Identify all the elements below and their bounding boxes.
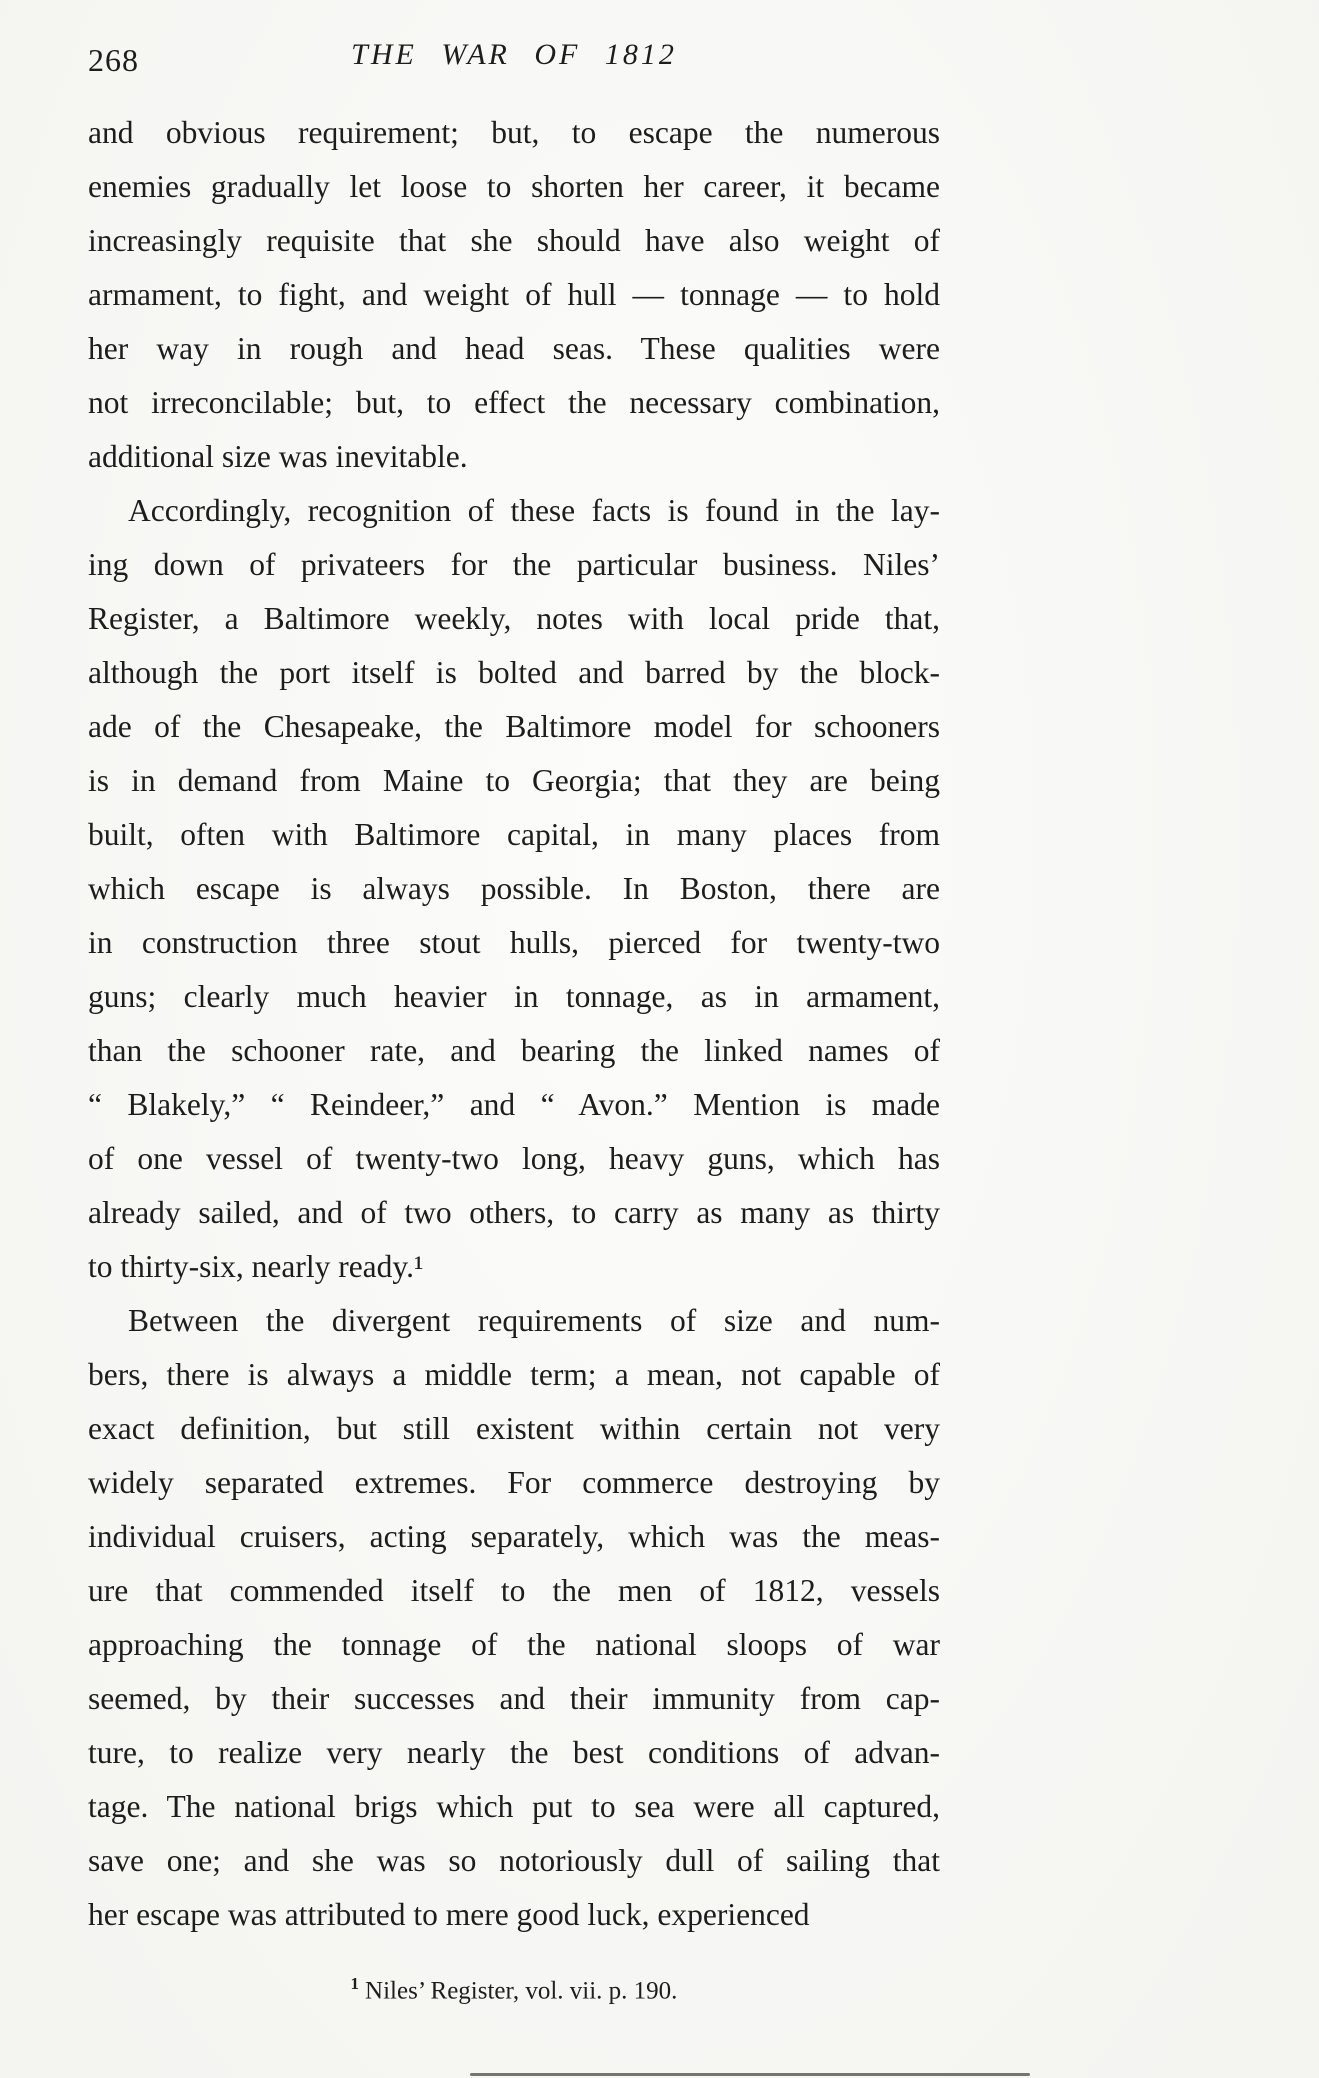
text-line: Between the divergent requirements of size and num- xyxy=(128,1303,940,1338)
paragraph xyxy=(88,484,940,1294)
scan-edge-artifact xyxy=(470,2073,1030,2076)
text-line: ture, to realize very nearly the best conditions of advan- xyxy=(88,1735,940,1770)
paragraph xyxy=(88,106,940,484)
text-line: than the schooner rate, and bearing the linked names of xyxy=(88,1033,940,1068)
text-line: Register, a Baltimore weekly, notes with local pride that, xyxy=(88,601,940,636)
text-line: already sailed, and of two others, to carry as many as thirty xyxy=(88,1195,940,1230)
text-line: bers, there is always a middle term; a mean, not capable of xyxy=(88,1357,940,1392)
text-line: her escape was attributed to mere good luck, experienced xyxy=(88,1897,810,1932)
text-line: tage. The national brigs which put to sea were all captured, xyxy=(88,1789,940,1824)
text-line: although the port itself is bolted and barred by the block- xyxy=(88,655,940,690)
text-line: not irreconcilable; but, to effect the necessary combination, xyxy=(88,385,940,420)
text-line: is in demand from Maine to Georgia; that they are being xyxy=(88,763,940,798)
text-line: guns; clearly much heavier in tonnage, as in armament, xyxy=(88,979,940,1014)
text-line: to thirty-six, nearly ready.¹ xyxy=(88,1249,424,1284)
text-line: ing down of privateers for the particular business. Niles’ xyxy=(88,547,940,582)
text-line: exact definition, but still existent within certain not very xyxy=(88,1411,940,1446)
text-line: individual cruisers, acting separately, which was the meas- xyxy=(88,1519,940,1554)
text-line: in construction three stout hulls, pierced for twenty-two xyxy=(88,925,940,960)
text-line: increasingly requisite that she should have also weight of xyxy=(88,223,940,258)
text-line: widely separated extremes. For commerce destroying by xyxy=(88,1465,940,1500)
footnote-marker: 1 xyxy=(350,1974,360,1993)
text-line: approaching the tonnage of the national sloops of war xyxy=(88,1627,940,1662)
text-line: ade of the Chesapeake, the Baltimore model for schooners xyxy=(88,709,940,744)
text-line: enemies gradually let loose to shorten her career, it became xyxy=(88,169,940,204)
text-line: additional size was inevitable. xyxy=(88,439,468,474)
text-line: built, often with Baltimore capital, in many places from xyxy=(88,817,940,852)
text-line: Accordingly, recognition of these facts is found in the lay- xyxy=(128,493,940,528)
text-line: ure that commended itself to the men of 1812, vessels xyxy=(88,1573,940,1608)
page-header xyxy=(88,34,940,82)
footnote-text: Niles’ Register, vol. vii. p. 190. xyxy=(365,1977,678,2005)
text-block xyxy=(88,106,940,1942)
text-line: save one; and she was so notoriously dull of sailing that xyxy=(88,1843,940,1878)
text-line: of one vessel of twenty-two long, heavy guns, which has xyxy=(88,1141,940,1176)
text-line: her way in rough and head seas. These qualities were xyxy=(88,331,940,366)
running-title: THE WAR OF 1812 xyxy=(351,38,677,71)
text-line: “ Blakely,” “ Reindeer,” and “ Avon.” Mention is made xyxy=(88,1087,940,1122)
text-line: armament, to fight, and weight of hull — tonnage — to hold xyxy=(88,277,940,312)
footnote xyxy=(88,1968,940,2007)
page-number: 268 xyxy=(88,42,139,78)
page-content xyxy=(88,34,940,2007)
text-line: which escape is always possible. In Boston, there are xyxy=(88,871,940,906)
text-line: seemed, by their successes and their immunity from cap- xyxy=(88,1681,940,1716)
paragraph xyxy=(88,1294,940,1942)
text-line: and obvious requirement; but, to escape the numerous xyxy=(88,115,940,150)
